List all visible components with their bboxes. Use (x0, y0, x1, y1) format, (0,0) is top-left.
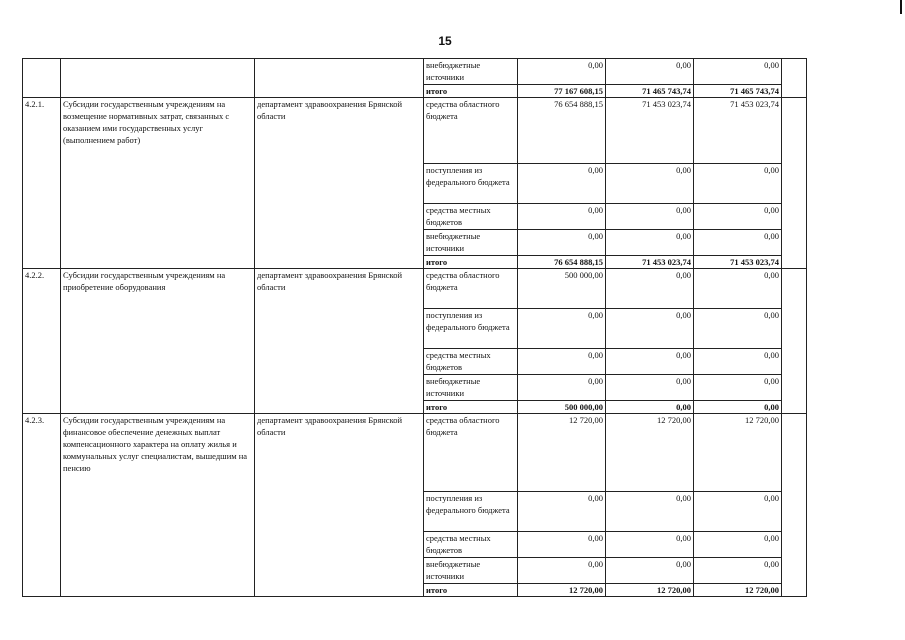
value-cell: 12 720,00 (694, 584, 782, 597)
value-cell: 0,00 (694, 492, 782, 532)
value-cell: 0,00 (606, 349, 694, 375)
value-cell: 0,00 (694, 349, 782, 375)
source-cell: внебюджетные источники (424, 230, 518, 256)
source-cell: итого (424, 85, 518, 98)
value-cell: 0,00 (606, 558, 694, 584)
value-cell: 0,00 (606, 309, 694, 349)
value-cell: 0,00 (606, 164, 694, 204)
value-cell: 0,00 (518, 230, 606, 256)
value-cell: 77 167 608,15 (518, 85, 606, 98)
table-row (23, 269, 807, 309)
value-cell: 0,00 (606, 230, 694, 256)
title-cell: Субсидии государственным учреждениям на возмещение нормативных затрат, связанных с оказанием ими государственных услуг (выполнением работ) (61, 98, 255, 269)
value-cell: 0,00 (518, 532, 606, 558)
value-cell: 0,00 (606, 401, 694, 414)
code-cell (23, 59, 61, 98)
table-row (23, 98, 807, 164)
value-cell: 0,00 (518, 349, 606, 375)
value-cell: 71 453 023,74 (694, 256, 782, 269)
value-cell: 0,00 (694, 269, 782, 309)
code-cell: 4.2.1. (23, 98, 61, 269)
source-cell: средства областного бюджета (424, 269, 518, 309)
value-cell: 71 465 743,74 (694, 85, 782, 98)
source-cell: средства областного бюджета (424, 98, 518, 164)
value-cell: 12 720,00 (606, 414, 694, 492)
code-cell: 4.2.3. (23, 414, 61, 597)
value-cell: 0,00 (606, 492, 694, 532)
value-cell: 0,00 (694, 375, 782, 401)
source-cell: внебюджетные источники (424, 375, 518, 401)
value-cell: 0,00 (694, 59, 782, 85)
value-cell: 12 720,00 (694, 414, 782, 492)
value-cell: 12 720,00 (518, 584, 606, 597)
value-cell: 0,00 (518, 59, 606, 85)
value-cell: 0,00 (694, 558, 782, 584)
source-cell: итого (424, 256, 518, 269)
source-cell: средства местных бюджетов (424, 349, 518, 375)
extra-cell (782, 59, 807, 98)
executor-cell (255, 59, 424, 98)
value-cell: 0,00 (694, 230, 782, 256)
source-cell: поступления из федерального бюджета (424, 164, 518, 204)
value-cell: 0,00 (606, 59, 694, 85)
value-cell: 76 654 888,15 (518, 256, 606, 269)
table-row (23, 59, 807, 85)
value-cell: 71 453 023,74 (606, 98, 694, 164)
extra-cell (782, 98, 807, 269)
value-cell: 0,00 (606, 375, 694, 401)
value-cell: 500 000,00 (518, 401, 606, 414)
title-cell: Субсидии государственным учреждениям на финансовое обеспечение денежных выплат компенсационного характера на оплату жилья и коммунальных услуг специалистам, вышедшим на пенсию (61, 414, 255, 597)
value-cell: 0,00 (518, 492, 606, 532)
page-number: 15 (438, 34, 452, 48)
value-cell: 0,00 (694, 532, 782, 558)
value-cell: 0,00 (518, 204, 606, 230)
value-cell: 0,00 (694, 204, 782, 230)
budget-table (22, 58, 807, 597)
extra-cell (782, 269, 807, 414)
table-row (23, 414, 807, 492)
value-cell: 76 654 888,15 (518, 98, 606, 164)
executor-cell: департамент здравоохранения Брянской области (255, 414, 424, 597)
code-cell: 4.2.2. (23, 269, 61, 414)
source-cell: итого (424, 401, 518, 414)
value-cell: 0,00 (518, 309, 606, 349)
value-cell: 71 453 023,74 (606, 256, 694, 269)
source-cell: внебюджетные источники (424, 59, 518, 85)
value-cell: 0,00 (606, 204, 694, 230)
value-cell: 0,00 (694, 309, 782, 349)
title-cell (61, 59, 255, 98)
value-cell: 500 000,00 (518, 269, 606, 309)
source-cell: итого (424, 584, 518, 597)
source-cell: внебюджетные источники (424, 558, 518, 584)
source-cell: средства местных бюджетов (424, 532, 518, 558)
value-cell: 0,00 (606, 269, 694, 309)
value-cell: 12 720,00 (606, 584, 694, 597)
value-cell: 0,00 (606, 532, 694, 558)
value-cell: 0,00 (518, 558, 606, 584)
value-cell: 0,00 (694, 401, 782, 414)
value-cell: 71 465 743,74 (606, 85, 694, 98)
title-cell: Субсидии государственным учреждениям на приобретение оборудования (61, 269, 255, 414)
value-cell: 12 720,00 (518, 414, 606, 492)
value-cell: 0,00 (518, 164, 606, 204)
extra-cell (782, 414, 807, 597)
executor-cell: департамент здравоохранения Брянской области (255, 269, 424, 414)
source-cell: поступления из федерального бюджета (424, 309, 518, 349)
value-cell: 0,00 (694, 164, 782, 204)
executor-cell: департамент здравоохранения Брянской области (255, 98, 424, 269)
value-cell: 71 453 023,74 (694, 98, 782, 164)
source-cell: средства областного бюджета (424, 414, 518, 492)
value-cell: 0,00 (518, 375, 606, 401)
source-cell: средства местных бюджетов (424, 204, 518, 230)
scan-edge-mark (900, 0, 902, 14)
source-cell: поступления из федерального бюджета (424, 492, 518, 532)
